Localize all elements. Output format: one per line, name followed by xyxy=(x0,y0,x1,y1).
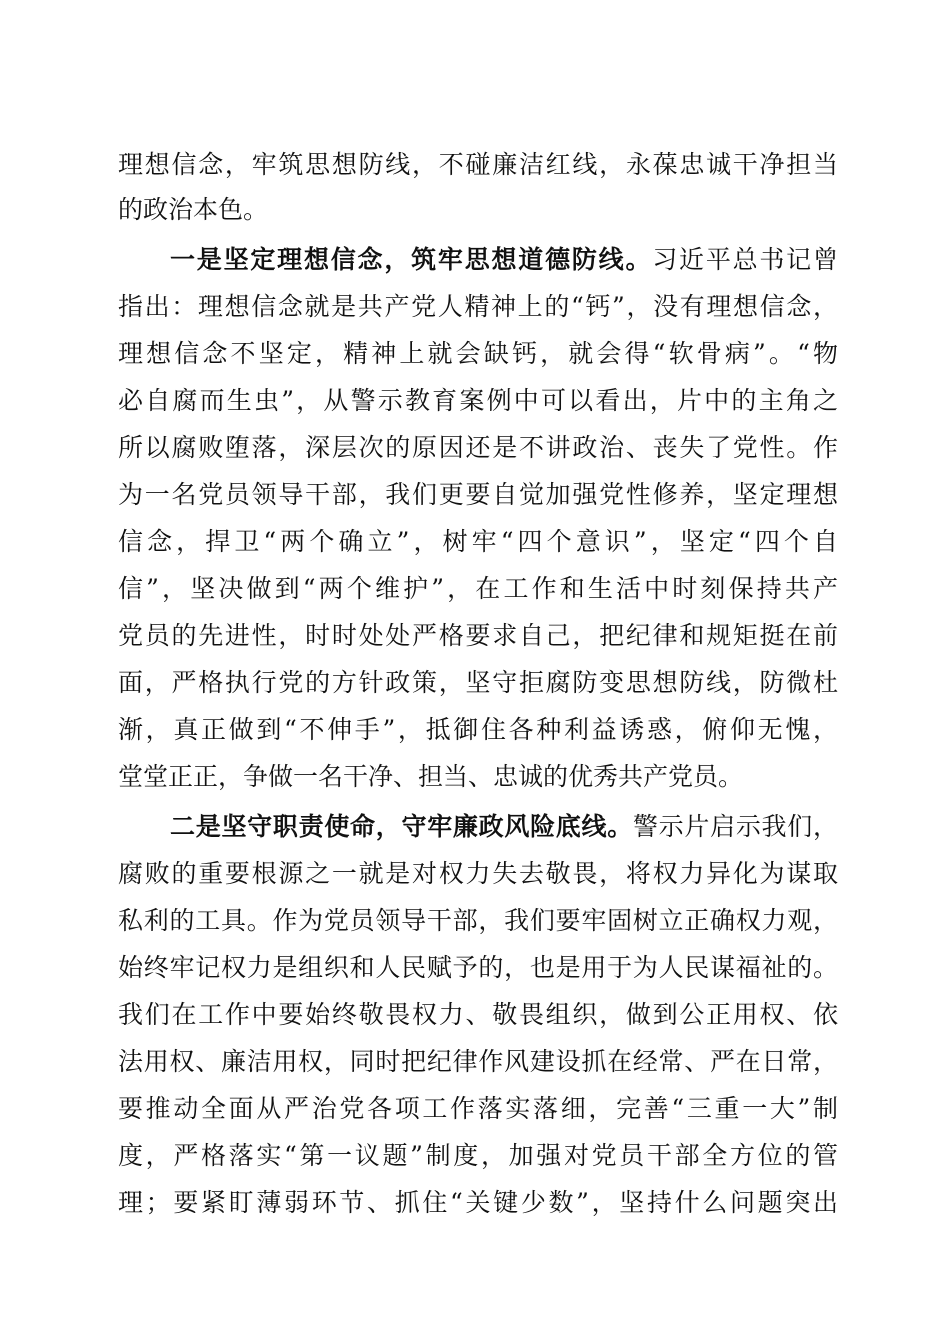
text-line: 我们在工作中要始终敬畏权力、敬畏组织，做到公正用权、依 xyxy=(118,1000,838,1029)
text-line: 始终牢记权力是组织和人民赋予的，也是用于为人民谋福祉的。 xyxy=(118,953,838,982)
text-line: 面，严格执行党的方针政策，坚守拒腐防变思想防线，防微杜 xyxy=(118,668,838,697)
text-line: 为一名党员领导干部，我们更要自觉加强党性修养，坚定理想 xyxy=(118,480,838,509)
paragraph-two-first-line xyxy=(170,807,838,847)
paragraph-one-heading: 一是坚定理想信念，筑牢思想道德防线。 xyxy=(170,245,653,274)
text-line: 理；要紧盯薄弱环节、抓住“关键少数”，坚持什么问题突出 xyxy=(118,1188,838,1217)
paragraph-two-first-line-rest: 警示片启示我们， xyxy=(632,812,838,841)
text-line: 所以腐败堕落，深层次的原因还是不讲政治、丧失了党性。作 xyxy=(118,433,838,462)
text-line: 渐，真正做到“不伸手”，抵御住各种利益诱惑，俯仰无愧， xyxy=(118,715,838,744)
text-line: 堂堂正正，争做一名干净、担当、忠诚的优秀共产党员。 xyxy=(118,762,744,791)
text-line: 必自腐而生虫”，从警示教育案例中可以看出，片中的主角之 xyxy=(118,386,838,415)
paragraph-one-first-line xyxy=(170,240,838,280)
text-line: 法用权、廉洁用权，同时把纪律作风建设抓在经常、严在日常， xyxy=(118,1047,838,1076)
paragraph-two-heading: 二是坚守职责使命，守牢廉政风险底线。 xyxy=(170,812,633,841)
text-line: 理想信念不坚定，精神上就会缺钙，就会得“软骨病”。“物 xyxy=(118,339,838,368)
text-line: 的政治本色。 xyxy=(118,195,269,224)
text-line: 信念，捍卫“两个确立”，树牢“四个意识”，坚定“四个自 xyxy=(118,527,838,556)
text-line: 私利的工具。作为党员领导干部，我们要牢固树立正确权力观， xyxy=(118,906,838,935)
text-line: 要推动全面从严治党各项工作落实落细，完善“三重一大”制 xyxy=(118,1094,838,1123)
text-line: 党员的先进性，时时处处严格要求自己，把纪律和规矩挺在前 xyxy=(118,621,838,650)
paragraph-one-first-line-rest: 习近平总书记曾 xyxy=(652,245,838,274)
text-line: 指出：理想信念就是共产党人精神上的“钙”，没有理想信念， xyxy=(118,292,838,321)
text-line: 度，严格落实“第一议题”制度，加强对党员干部全方位的管 xyxy=(118,1141,838,1170)
text-line: 腐败的重要根源之一就是对权力失去敬畏，将权力异化为谋取 xyxy=(118,859,838,888)
text-line: 信”，坚决做到“两个维护”，在工作和生活中时刻保持共产 xyxy=(118,574,838,603)
text-line: 理想信念，牢筑思想防线，不碰廉洁红线，永葆忠诚干净担当 xyxy=(118,150,838,179)
